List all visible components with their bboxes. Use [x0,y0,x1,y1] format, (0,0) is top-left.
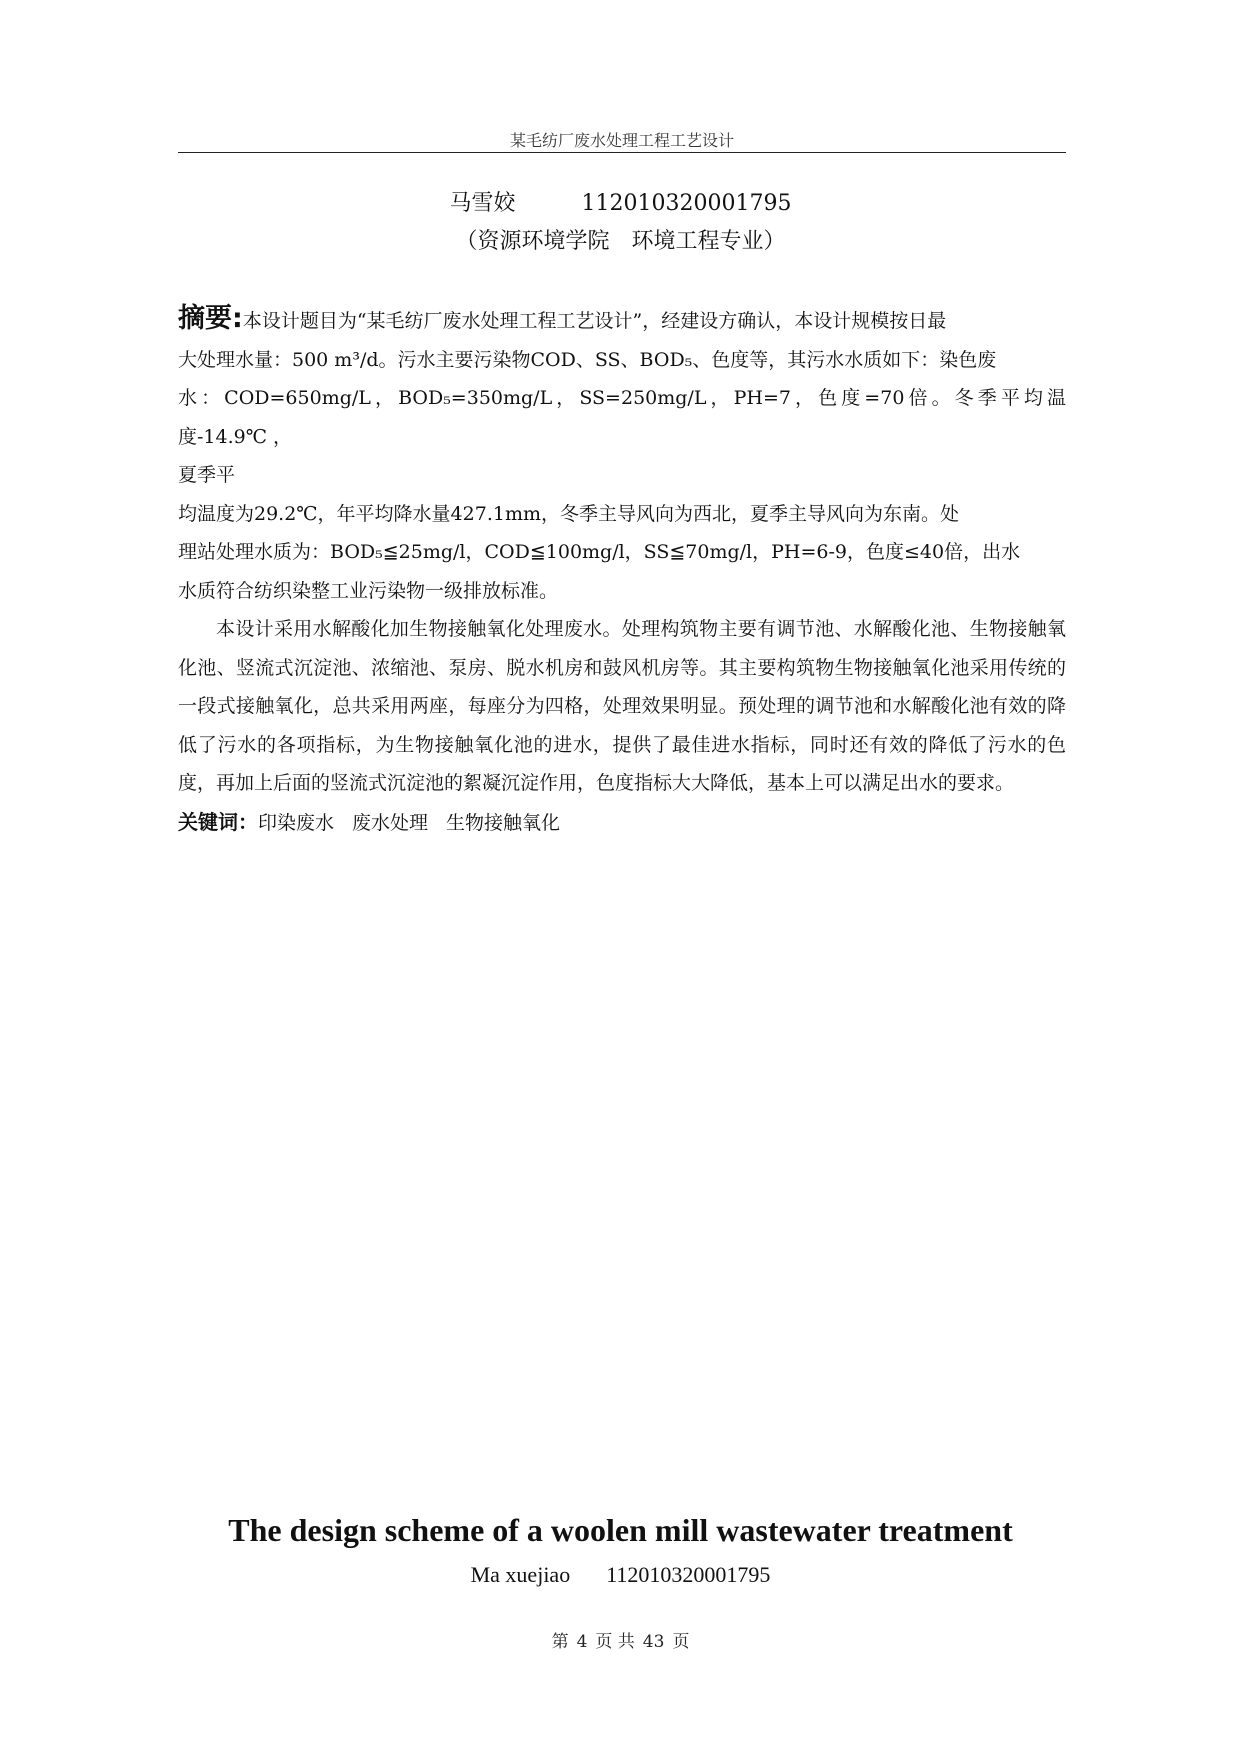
english-student-id: 112010320001795 [606,1562,771,1587]
abstract-label: 摘要: [178,303,243,334]
abstract-line: 水质符合纺织染整工业污染物一级排放标准。 [178,579,559,602]
abstract-line: 大处理水量：500 m³/d。污水主要污染物COD、SS、BOD₅、色度等，其污水水质如下：染色废 [178,348,997,371]
keywords-line [178,803,1066,843]
abstract-line: 理站处理水质为：BOD₅≦25mg/l，COD≦100mg/l，SS≦70mg/l，PH=6-9，色度≤40倍，出水 [178,541,1021,563]
keyword: 生物接触氧化 [446,811,561,834]
student-id: 112010320001795 [581,191,792,216]
author-name: 马雪姣 [449,191,516,216]
page-footer [0,1630,1241,1654]
abstract-line: 均温度为29.2℃，年平均降水量427.1mm，冬季主导风向为西北，夏季主导风向为东南。处 [178,502,959,525]
author-line [0,188,1241,220]
page-total: 43 [642,1632,665,1652]
footer-prefix: 第 [551,1632,569,1652]
keyword: 印染废水 [258,811,335,834]
abstract-line: 水：COD=650mg/L，BOD₅=350mg/L，SS=250mg/L，PH=7，色度=70倍。冬季平均温度-14.9℃ ， [178,387,1066,448]
keywords-label: 关键词： [178,809,258,834]
footer-middle: 页 共 [595,1632,635,1652]
english-author-line [0,1560,1241,1590]
footer-suffix: 页 [672,1632,690,1652]
abstract-line: 夏季平 [178,464,236,486]
english-title: The design scheme of a woolen mill wastewater treatment [228,1512,1013,1548]
keyword: 废水处理 [352,811,429,834]
english-author-name: Ma xuejiao [470,1562,571,1587]
page-number: 4 [576,1632,588,1652]
abstract-line [178,300,1066,341]
abstract-paragraph-2: 本设计采用水解酸化加生物接触氧化处理废水。处理构筑物主要有调节池、水解酸化池、生物接触氧化池、竖流式沉淀池、浓缩池、泵房、脱水机房和鼓风机房等。其主要构筑物生物接触氧化池采用传统的一段式接触氧化，总共采用两座，每座分为四格，处理效果明显。预处理的调节池和水解酸化池有效的降低了污水的各项指标，为生物接触氧化池的进水，提供了最佳进水指标，同时还有效的降低了污水的色度，再加上后面的竖流式沉淀池的絮凝沉淀作用，色度指标大大降低，基本上可以满足出水的要求。 [178,618,1066,794]
author-affiliation: （资源环境学院 环境工程专业） [455,229,786,254]
abstract-text-line: 本设计题目为“某毛纺厂废水处理工程工艺设计”，经建设方确认，本设计规模按日最 [242,310,947,332]
abstract-section [178,300,1066,842]
running-header: 某毛纺厂废水处理工程工艺设计 [178,130,1066,153]
